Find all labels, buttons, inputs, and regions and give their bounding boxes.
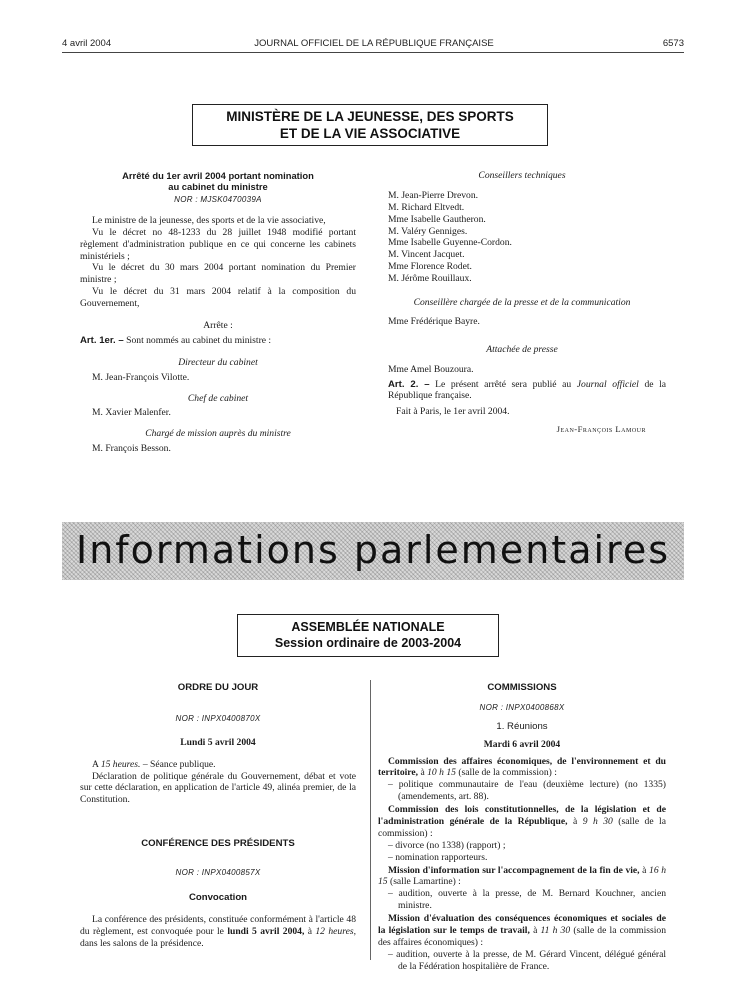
ordre-du-jour-section [80, 682, 356, 950]
convocation-title: Convocation [188, 892, 248, 904]
header-journal-title: JOURNAL OFFICIEL DE LA RÉPUBLIQUE FRANÇAISE [254, 38, 494, 49]
ministry-title-box [192, 104, 548, 146]
conseiller-name: Mme Florence Rodet. [388, 261, 472, 273]
conseiller-name: Mme Isabelle Guyenne-Cordon. [388, 237, 512, 249]
commissions-section [378, 682, 666, 973]
arrete-label: Arrête : [203, 320, 233, 332]
commission-affaires-economiques: Commission des affaires économiques, de l'environnement et du territoire, à 10 h 15 (salle de la commission) : [378, 755, 666, 779]
header-rule [62, 52, 684, 53]
assemblee-title-box [237, 614, 499, 657]
arrete-right-column [378, 170, 666, 435]
charge-name: M. François Besson. [92, 443, 171, 455]
ordre-du-jour-heure: A 15 heures. – Séance publique. [92, 758, 216, 770]
ordre-du-jour-date: Lundi 5 avril 2004 [180, 736, 256, 748]
directeur-name: M. Jean-François Vilotte. [92, 371, 190, 383]
mission-temps-de-travail: Mission d'évaluation des conséquences économiques et sociales de la législation sur le temps de travail, à 11 h 30 (salle de la commission des affaires économiques) : [378, 913, 667, 948]
chef-title: Chef de cabinet [187, 392, 249, 404]
conference-nor: NOR : INPX0400857X [175, 868, 261, 878]
conseillers-list [378, 190, 666, 285]
conseiller-name: M. Vincent Jacquet. [388, 249, 465, 261]
arrete-article-2: Art. 2. – Le présent arrêté sera publié au Journal officiel de la République française. [388, 378, 667, 402]
arrete-left-column [80, 170, 356, 455]
commission-item: – politique communautaire de l'eau (deuxième lecture) (no 1335) (amendements, art. 88). [388, 779, 666, 803]
banner-title: Informations parlementaires [76, 528, 670, 573]
signature: Jean-François Lamour [556, 424, 646, 435]
assemblee-title-line2: Session ordinaire de 2003-2004 [274, 636, 462, 650]
commissions-title: COMMISSIONS [487, 682, 557, 693]
reunions-date: Mardi 6 avril 2004 [483, 738, 561, 750]
commission-item: – divorce (no 1338) (rapport) ; [388, 839, 506, 851]
conseiller-name: M. Valéry Genniges. [388, 225, 468, 237]
attachee-presse-title: Attachée de presse [486, 343, 558, 355]
conseiller-name: M. Richard Eltvedt. [388, 201, 465, 213]
ordre-du-jour-title: ORDRE DU JOUR [177, 682, 259, 693]
header-page-number: 6573 [662, 38, 684, 49]
arrete-para-decret-1948: Vu le décret no 48-1233 du 28 juillet 1948 modifié portant règlement d'administration publique en ce qui concerne les cabinets ministériels ; [80, 226, 356, 262]
arrete-para-decret-30-mars: Vu le décret du 30 mars 2004 portant nomination du Premier ministre ; [80, 262, 356, 286]
informations-parlementaires-banner [62, 522, 684, 580]
attachee-presse-name: Mme Amel Bouzoura. [388, 363, 474, 375]
arrete-title: Arrêté du 1er avril 2004 portant nomination au cabinet du ministre [122, 170, 314, 192]
ministry-title-line1: MINISTÈRE DE LA JEUNESSE, DES SPORTS [226, 109, 514, 124]
commissions-nor: NOR : INPX0400868X [479, 702, 565, 712]
arrete-para-decret-31-mars: Vu le décret du 31 mars 2004 relatif à la composition du Gouvernement, [80, 286, 356, 310]
ordre-du-jour-nor: NOR : INPX0400870X [175, 713, 261, 723]
commission-item: – nomination rapporteurs. [388, 851, 488, 863]
conseillere-presse-name: Mme Frédérique Bayre. [388, 315, 480, 327]
mission-fin-de-vie: Mission d'information sur l'accompagnement de la fin de vie, à 16 h 15 (salle Lamartine) : [378, 864, 666, 888]
conseiller-name: M. Jean-Pierre Drevon. [388, 189, 479, 201]
arrete-para-minister: Le ministre de la jeunesse, des sports et de la vie associative, [92, 214, 326, 226]
conference-title: CONFÉRENCE DES PRÉSIDENTS [141, 838, 295, 850]
charge-title: Chargé de mission auprès du ministre [145, 428, 291, 440]
header-date: 4 avril 2004 [62, 38, 112, 49]
commission-item: – audition, ouverte à la presse, de M. Gérard Vincent, délégué général de la Fédération hospitalière de France. [388, 948, 666, 972]
directeur-title: Directeur du cabinet [178, 356, 258, 368]
conseillers-title: Conseillers techniques [478, 170, 566, 181]
fait-a-paris: Fait à Paris, le 1er avril 2004. [396, 406, 510, 418]
ministry-title-line2: ET DE LA VIE ASSOCIATIVE [279, 126, 461, 141]
reunions-title: 1. Réunions [496, 720, 548, 732]
conseiller-name: Mme Isabelle Gautheron. [388, 213, 486, 225]
conseillere-presse-title: Conseillère chargée de la presse et de la communication [413, 297, 631, 309]
chef-name: M. Xavier Malenfer. [92, 407, 171, 419]
convocation-text: La conférence des présidents, constituée conformément à l'article 48 du règlement, est convoquée pour le lundi 5 avril 2004, à 12 heures, dans les salons de la présidence. [80, 913, 356, 949]
arrete-article-1: Art. 1er. – Sont nommés au cabinet du ministre : [80, 334, 272, 346]
column-divider [370, 680, 371, 960]
commission-item: – audition, ouverte à la presse, de M. Bernard Kouchner, ancien ministre. [388, 888, 666, 912]
conseiller-name: M. Jérôme Rouillaux. [388, 273, 472, 285]
assemblee-title-line1: ASSEMBLÉE NATIONALE [291, 620, 445, 634]
arrete-nor: NOR : MJSK0470039A [174, 195, 262, 204]
commission-lois: Commission des lois constitutionnelles, de la législation et de l'administration générale de la République, à 9 h 30 (salle de la commission) : [378, 804, 666, 839]
ordre-du-jour-declaration: Déclaration de politique générale du Gouvernement, débat et vote sur cette déclaration, en application de l'article 49, alinéa premier, de la Constitution. [80, 770, 356, 806]
